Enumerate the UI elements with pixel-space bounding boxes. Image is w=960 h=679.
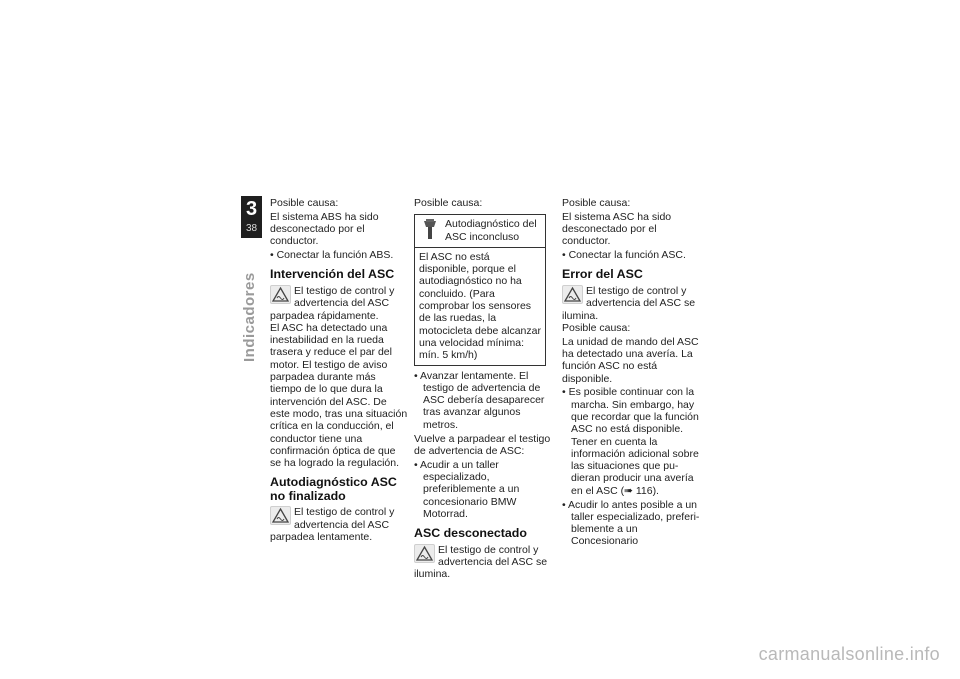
bullet: • Conectar la función ABS.: [270, 249, 394, 262]
indicator-line: [414, 544, 552, 581]
warning-triangle-icon: [562, 285, 583, 304]
section-heading: Error del ASC: [562, 267, 643, 282]
bullet: • Avanzar lentamente. El testigo de advertencia de ASC debería desaparecer tras avanzar algunos metros.: [414, 369, 545, 431]
section-heading: Autodiagnóstico ASC no finalizado: [270, 475, 397, 503]
text: Posible causa:: [562, 197, 631, 209]
bullet: • Conectar la función ASC.: [562, 249, 686, 262]
chapter-title: Indicadores: [241, 272, 258, 362]
indicator-text: El testigo de control y advertencia del ASC se ilumina.: [414, 543, 548, 581]
indicator-line: [270, 285, 408, 322]
wrench-icon: [419, 218, 441, 242]
info-box: [414, 214, 546, 365]
section-heading: ASC desconectado: [414, 526, 527, 541]
column-2: [414, 197, 552, 581]
text: Posible causa:: [414, 197, 483, 209]
page-number: 38: [245, 223, 258, 234]
indicator-text: El testigo de control y advertencia del ASC se ilumina.: [562, 284, 696, 322]
indicator-line: [270, 506, 408, 543]
indicator-line: [562, 285, 700, 322]
info-box-header: [415, 215, 545, 248]
section-heading: Intervención del ASC: [270, 267, 395, 282]
text: Posible causa:: [562, 321, 631, 334]
bullet: • Acudir a un taller especializado, preferiblemente a un concesionario BMW Motorrad.: [414, 458, 520, 520]
chapter-tab: [241, 196, 262, 238]
column-3: [562, 197, 700, 549]
warning-triangle-icon: [270, 506, 291, 525]
text: El sistema ASC ha sido desconectado por el conductor.: [562, 210, 672, 248]
warning-triangle-icon: [270, 285, 291, 304]
indicator-text: El testigo de control y advertencia del ASC parpadea rápidamente.: [270, 284, 395, 322]
warning-triangle-icon: [414, 544, 435, 563]
text: El sistema ABS ha sido desconectado por el conductor.: [270, 210, 379, 248]
column-1: [270, 197, 408, 543]
indicator-text: El testigo de control y advertencia del ASC parpadea lentamente.: [270, 506, 395, 544]
info-box-title: Autodiagnóstico del ASC inconcluso: [445, 218, 537, 243]
text: Posible causa:: [270, 197, 339, 209]
text: La unidad de mando del ASC ha detectado una avería. La función ASC no está disponible.: [562, 335, 699, 385]
text: Vuelve a parpadear el testigo de advertencia de ASC:: [414, 432, 551, 457]
info-box-body: El ASC no está disponible, porque el autodiagnóstico no ha concluido. (Para comprobar los sensores de las ruedas, la motocicleta debe alcanzar una velocidad mínima: mín. 5 km/h): [419, 250, 541, 362]
bullet: • Es posible continuar con la marcha. Sin embargo, hay que recordar que la función ASC no está disponible. Tener en cuenta la información adicional sobre las situaciones que pudieran producir una avería en el ASC (➠ 116).: [562, 386, 699, 497]
chapter-number: 3: [245, 198, 258, 220]
text: El ASC ha detectado una inestabilidad en la rueda trasera y reduce el par del motor. El testigo de aviso parpadea durante más tiempo de lo que dura la intervención del ASC. De este modo, tras una situación crítica en la conducción, el conductor tiene una confirmación óptica de que se ha logrado la regulación.: [270, 321, 408, 470]
watermark: carmanualsonline.info: [758, 644, 940, 664]
bullet: • Acudir lo antes posible a un taller especializado, preferiblemente a un Concesionario: [562, 498, 700, 548]
